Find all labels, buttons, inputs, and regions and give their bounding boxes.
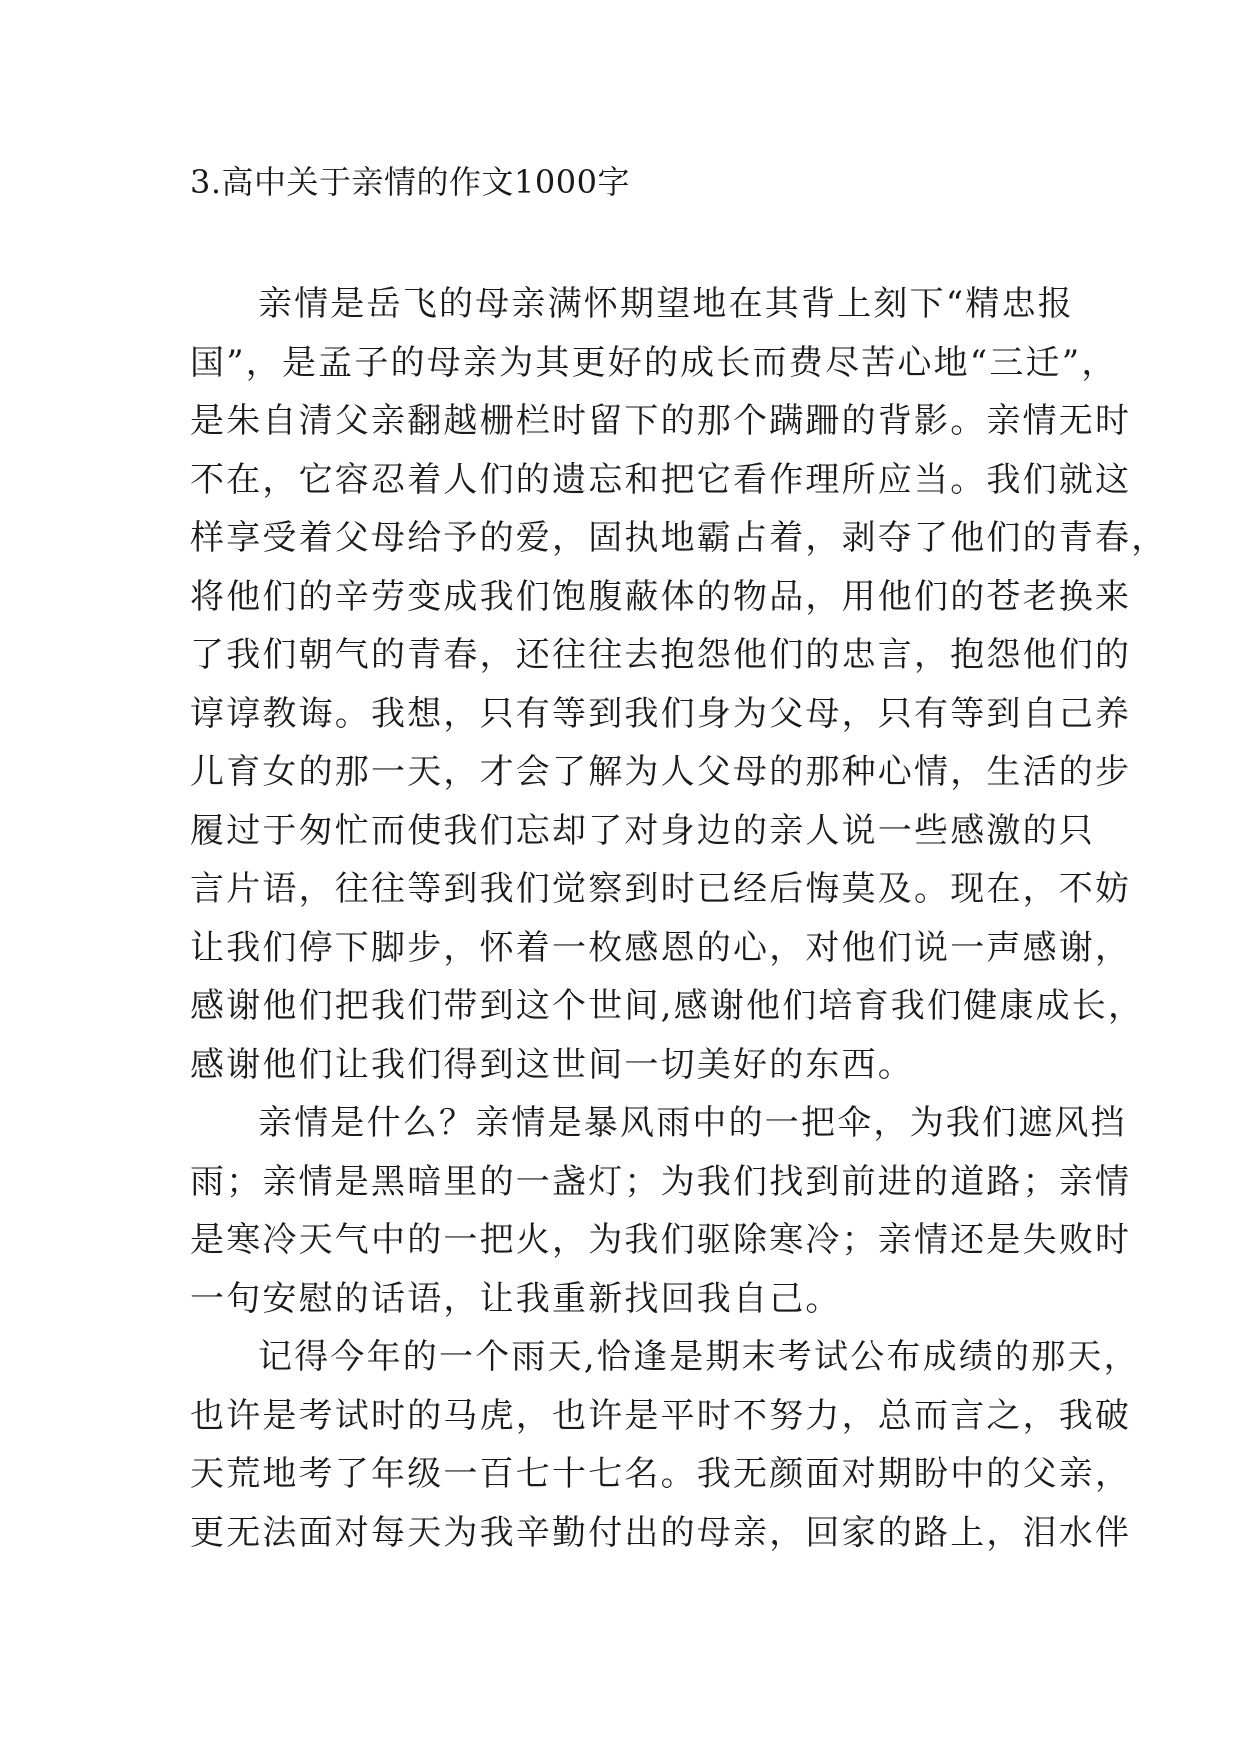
text-line: 谆谆教诲。我想，只有等到我们身为父母，只有等到自己养	[190, 693, 1132, 734]
text-line: 是朱自清父亲翻越栅栏时留下的那个蹒跚的背影。亲情无时	[190, 401, 1132, 441]
text-line: 亲情是岳飞的母亲满怀期望地在其背上刻下“精忠报	[258, 284, 1074, 324]
text-line: 言片语，往往等到我们觉察到时已经后悔莫及。现在，不妨	[190, 869, 1132, 909]
essay-title: 3.高中关于亲情的作文1000字	[190, 163, 630, 201]
text-line: 将他们的辛劳变成我们饱腹蔽体的物品，用他们的苍老换来	[190, 576, 1132, 617]
text-line: 让我们停下脚步，怀着一枚感恩的心，对他们说一声感谢，	[190, 927, 1132, 968]
text-line: 履过于匆忙而使我们忘却了对身边的亲人说一些感激的只	[190, 810, 1095, 851]
paragraph-1	[190, 275, 1168, 1094]
text-line: 也许是考试时的马虎，也许是平时不努力，总而言之，我破	[190, 1395, 1132, 1436]
text-line: 儿育女的那一天，才会了解为人父母的那种心情，生活的步	[190, 752, 1132, 792]
text-line: 更无法面对每天为我辛勤付出的母亲，回家的路上，泪水伴	[190, 1512, 1132, 1553]
text-line: 了我们朝气的青春，还往往去抱怨他们的忠言，抱怨他们的	[190, 635, 1132, 675]
text-line: 一句安慰的话语，让我重新找回我自己。	[190, 1278, 842, 1319]
paragraph-3	[190, 1328, 1140, 1562]
text-line: 亲情是什么？亲情是暴风雨中的一把伞，为我们遮风挡	[258, 1103, 1127, 1143]
text-line: 国”，是孟子的母亲为其更好的成长而费尽苦心地“三迁”，	[190, 342, 1118, 383]
text-line: 不在，它容忍着人们的遗忘和把它看作理所应当。我们就这	[190, 459, 1132, 500]
text-line: 感谢他们把我们带到这个世间,感谢他们培育我们健康成长，	[190, 986, 1145, 1026]
text-line: 感谢他们让我们得到这世间一切美好的东西。	[190, 1044, 914, 1085]
text-line: 是寒冷天气中的一把火，为我们驱除寒冷；亲情还是失败时	[190, 1220, 1132, 1260]
text-line: 样享受着父母给予的爱，固执地霸占着，剥夺了他们的青春，	[190, 518, 1168, 558]
text-line: 雨；亲情是黑暗里的一盏灯；为我们找到前进的道路；亲情	[190, 1161, 1132, 1202]
text-line: 记得今年的一个雨天,恰逢是期末考试公布成绩的那天，	[258, 1337, 1140, 1377]
paragraph-2	[190, 1094, 1132, 1328]
text-line: 天荒地考了年级一百七十七名。我无颜面对期盼中的父亲，	[190, 1454, 1132, 1494]
essay-body	[190, 275, 1168, 1562]
